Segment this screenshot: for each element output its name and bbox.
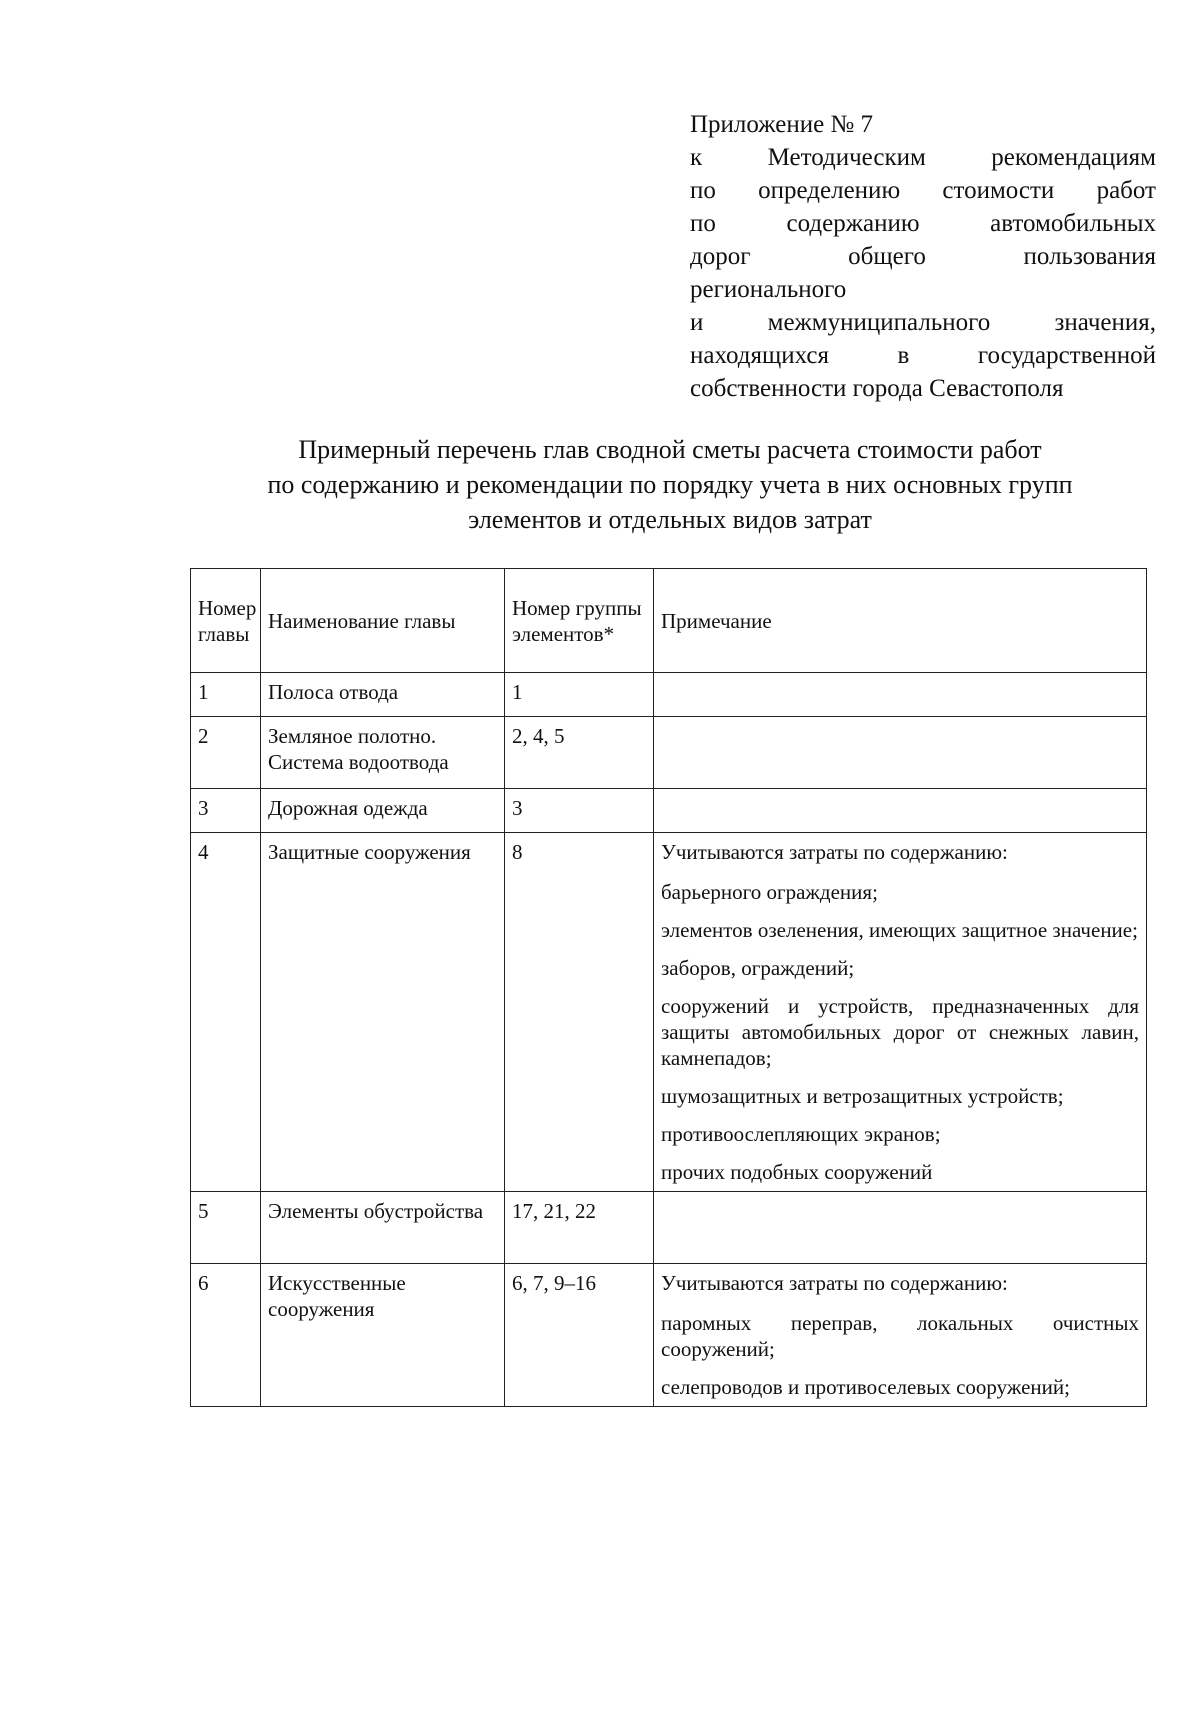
chapter-number: 3	[191, 789, 261, 833]
chapters-table	[190, 568, 1147, 1407]
chapter-name: Защитные сооружения	[261, 833, 505, 1192]
note-cell	[654, 1192, 1147, 1264]
chapter-name: Дорожная одежда	[261, 789, 505, 833]
chapter-number: 5	[191, 1192, 261, 1264]
table-row	[191, 673, 1147, 717]
note-item: шумозащитных и ветрозащитных устройств;	[661, 1084, 1064, 1108]
header-chapter-name: Наименование главы	[261, 569, 505, 673]
chapter-number: 4	[191, 833, 261, 1192]
group-number: 2, 4, 5	[505, 717, 654, 789]
note-cell	[654, 673, 1147, 717]
table-row	[191, 789, 1147, 833]
document-title-line: Примерный перечень глав сводной сметы расчета стоимости работ	[298, 435, 1042, 464]
group-number: 6, 7, 9–16	[505, 1264, 654, 1407]
note-intro: Учитываются затраты по содержанию:	[661, 1271, 1008, 1295]
table-row	[191, 1264, 1147, 1407]
note-item: противоослепляющих экранов;	[661, 1122, 941, 1146]
chapter-name: Земляное полотно. Система водоотвода	[261, 717, 505, 789]
chapter-name: Элементы обустройства	[261, 1192, 505, 1264]
appendix-line: регионального	[690, 276, 847, 303]
group-number: 3	[505, 789, 654, 833]
document-title	[190, 432, 1150, 537]
chapter-number: 6	[191, 1264, 261, 1407]
note-cell	[654, 789, 1147, 833]
appendix-line: к Методическим рекомендациям	[690, 144, 1156, 171]
appendix-line: собственности города Севастополя	[690, 375, 1064, 402]
appendix-line: дорог общего пользования	[690, 243, 1156, 270]
table-row	[191, 1192, 1147, 1264]
document-title-line: по содержанию и рекомендации по порядку учета в них основных групп	[267, 470, 1073, 499]
note-item: заборов, ограждений;	[661, 956, 855, 980]
appendix-line: по содержанию автомобильных	[690, 210, 1156, 237]
table-header-row	[191, 569, 1147, 673]
header-chapter-number: Номер главы	[191, 569, 261, 673]
group-number: 17, 21, 22	[505, 1192, 654, 1264]
note-cell	[654, 717, 1147, 789]
appendix-block	[690, 108, 1156, 405]
chapter-number: 2	[191, 717, 261, 789]
document-title-line: элементов и отдельных видов затрат	[468, 505, 872, 534]
header-group-number: Номер группы элементов*	[505, 569, 654, 673]
chapter-name: Полоса отвода	[261, 673, 505, 717]
note-item: прочих подобных сооружений	[661, 1160, 933, 1184]
table-row	[191, 833, 1147, 1192]
note-item: сооружений и устройств, предназначенных для защиты автомобильных дорог от снежных лавин, камнепадов;	[661, 994, 1139, 1070]
appendix-line: по определению стоимости работ	[690, 177, 1156, 204]
note-item: барьерного ограждения;	[661, 880, 878, 904]
note-cell	[654, 1264, 1147, 1407]
header-note: Примечание	[654, 569, 1147, 673]
chapter-number: 1	[191, 673, 261, 717]
note-item: элементов озеленения, имеющих защитное значение;	[661, 918, 1138, 942]
appendix-line: и межмуниципального значения,	[690, 309, 1156, 336]
group-number: 8	[505, 833, 654, 1192]
note-item: паромных переправ, локальных очистных сооружений;	[661, 1311, 1139, 1361]
table-row	[191, 717, 1147, 789]
note-item: селепроводов и противоселевых сооружений;	[661, 1375, 1070, 1399]
chapter-name: Искусственные сооружения	[261, 1264, 505, 1407]
appendix-line: находящихся в государственной	[690, 342, 1156, 369]
group-number: 1	[505, 673, 654, 717]
note-intro: Учитываются затраты по содержанию:	[661, 840, 1008, 864]
appendix-title: Приложение № 7	[690, 111, 874, 138]
note-cell	[654, 833, 1147, 1192]
